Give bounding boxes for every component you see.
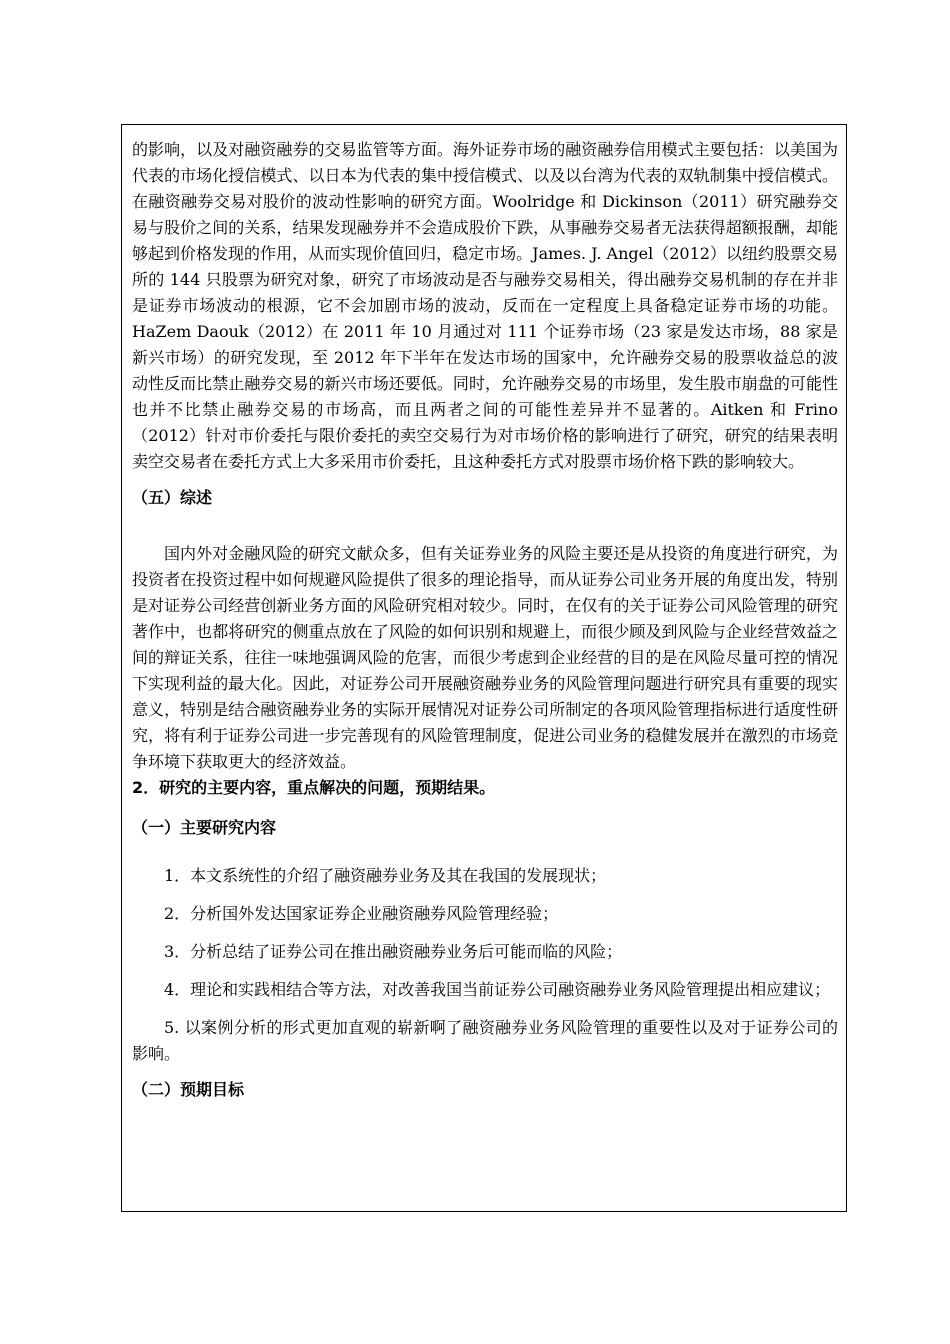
section5-paragraph: 国内外对金融风险的研究文献众多，但有关证券业务的风险主要还是从投资的角度进行研究，为投资者在投资过程中如何规避风险提供了很多的理论指导，而从证券公司业务开展的角度出发，特别是对证券公司经营创新业务方面的风险研究相对较少。同时，在仅有的关于证券公司风险管理的研究著作中，也都将研究的侧重点放在了风险的如何识别和规避上，而很少顾及到风险与企业经营效益之间的辩证关系，往往一味地强调风险的危害，而很少考虑到企业经营的目的是在风险尽量可控的情况下实现利益的最大化。因此，对证券公司开展融资融券业务的风险管理问题进行研究具有重要的现实意义，特别是结合融资融券业务的实际开展情况对证券公司所制定的各项风险管理指标进行适度性研究，将有利于证券公司进一步完善现有的风险管理制度，促进公司业务的稳健发展并在激烈的市场竞争环境下获取更大的经济效益。 xyxy=(132,544,838,771)
list-item: 2．分析国外发达国家证券企业融资融券风险管理经验； xyxy=(164,904,559,923)
part2-heading: 2．研究的主要内容，重点解决的问题，预期结果。 xyxy=(132,778,496,797)
document-body xyxy=(132,137,838,1103)
table-cell-frame xyxy=(121,124,847,1212)
expected-goals-heading: （二）预期目标 xyxy=(132,1080,245,1099)
main-content-heading: （一）主要研究内容 xyxy=(132,818,277,837)
list-item: 3．分析总结了证券公司在推出融资融券业务后可能而临的风险； xyxy=(164,942,623,961)
list-item: 5. 以案例分析的形式更加直观的崭新啊了融资融券业务风险管理的重要性以及对于证券公司的影响。 xyxy=(132,1018,838,1063)
section4-paragraph: 的影响，以及对融资融券的交易监管等方面。海外证券市场的融资融券信用模式主要包括：以美国为代表的市场化授信模式、以日本为代表的集中授信模式、以及以台湾为代表的双轨制集中授信模式。在融资融券交易对股价的波动性影响的研究方面。Woolridge 和 Dickinson（2011）研究融券交易与股价之间的关系，结果发现融券并不会造成股价下跌，从事融券交易者无法获得超额报酬，却能够起到价格发现的作用，从而实现价值回归，稳定市场。James. J. Angel（2012）以纽约股票交易所的 144 只股票为研究对象，研究了市场波动是否与融券交易相关，得出融券交易机制的存在并非是证券市场波动的根源，它不会加剧市场的波动，反而在一定程度上具备稳定证券市场的功能。HaZem Daouk（2012）在 2011 年 10 月通过对 111 个证券市场（23 家是发达市场，88 家是新兴市场）的研究发现，至 2012 年下半年在发达市场的国家中，允许融券交易的股票收益总的波动性反而比禁止融券交易的新兴市场还要低。同时，允许融券交易的市场里，发生股市崩盘的可能性也并不比禁止融券交易的市场高，而且两者之间的可能性差异并不显著的。Aitken 和 Frino（2012）针对市价委托与限价委托的卖空交易行为对市场价格的影响进行了研究，研究的结果表明卖空交易者在委托方式上大多采用市价委托，且这种委托方式对股票市场价格下跌的影响较大。 xyxy=(132,140,838,471)
section5-heading: （五）综述 xyxy=(132,488,213,507)
list-item: 1．本文系统性的介绍了融资融券业务及其在我国的发展现状； xyxy=(164,866,607,885)
list-item: 4．理论和实践相结合等方法，对改善我国当前证券公司融资融券业务风险管理提出相应建议； xyxy=(164,980,831,999)
